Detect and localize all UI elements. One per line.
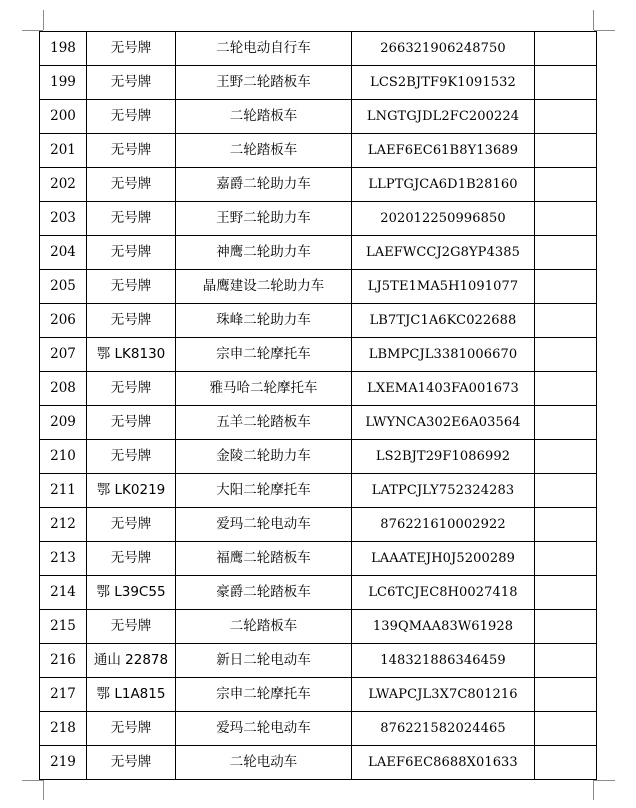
plate-number-cell: 无号牌 [87,508,176,542]
vin-number-cell: LWYNCA302E6A03564 [352,406,535,440]
vin-number-cell: LNGTGJDL2FC200224 [352,100,535,134]
table-row [40,474,597,508]
plate-number-cell: 无号牌 [87,134,176,168]
blank-cell [535,202,597,236]
row-number-cell: 203 [40,202,87,236]
table-row [40,372,597,406]
vin-number-cell: LJ5TE1MA5H1091077 [352,270,535,304]
blank-cell [535,372,597,406]
blank-cell [535,712,597,746]
row-number-cell: 208 [40,372,87,406]
row-number-cell: 209 [40,406,87,440]
vin-number-cell: LAEF6EC61B8Y13689 [352,134,535,168]
vin-number-cell: 139QMAA83W61928 [352,610,535,644]
row-number-cell: 207 [40,338,87,372]
vehicle-table [39,31,597,780]
blank-cell [535,32,597,66]
table-row [40,100,597,134]
row-number-cell: 204 [40,236,87,270]
vehicle-model-cell: 二轮踏板车 [176,134,352,168]
blank-cell [535,576,597,610]
vehicle-model-cell: 二轮电动自行车 [176,32,352,66]
blank-cell [535,440,597,474]
vin-number-cell: LB7TJC1A6KC022688 [352,304,535,338]
crop-mark-bottom-left-vertical [43,780,44,800]
vin-number-cell: LCS2BJTF9K1091532 [352,66,535,100]
row-number-cell: 214 [40,576,87,610]
table-row [40,746,597,780]
row-number-cell: 213 [40,542,87,576]
plate-number-cell: 无号牌 [87,270,176,304]
row-number-cell: 212 [40,508,87,542]
blank-cell [535,100,597,134]
plate-number-cell: 无号牌 [87,100,176,134]
table-row [40,270,597,304]
vin-number-cell: LAEF6EC8688X01633 [352,746,535,780]
vehicle-model-cell: 雅马哈二轮摩托车 [176,372,352,406]
vehicle-model-cell: 王野二轮踏板车 [176,66,352,100]
row-number-cell: 211 [40,474,87,508]
row-number-cell: 205 [40,270,87,304]
table-row [40,202,597,236]
vehicle-model-cell: 豪爵二轮踏板车 [176,576,352,610]
plate-number-cell: 无号牌 [87,202,176,236]
row-number-cell: 202 [40,168,87,202]
vin-number-cell: LLPTGJCA6D1B28160 [352,168,535,202]
blank-cell [535,270,597,304]
vin-number-cell: LATPCJLY752324283 [352,474,535,508]
blank-cell [535,678,597,712]
crop-mark-bottom-left-horizontal [22,780,43,781]
plate-number-cell: 无号牌 [87,440,176,474]
vin-number-cell: 148321886346459 [352,644,535,678]
table-row [40,406,597,440]
blank-cell [535,644,597,678]
plate-number-cell: 鄂 L1A815 [87,678,176,712]
plate-number-cell: 鄂 LK8130 [87,338,176,372]
vin-number-cell: LAAATEJH0J5200289 [352,542,535,576]
table-row [40,542,597,576]
row-number-cell: 217 [40,678,87,712]
plate-number-cell: 鄂 LK0219 [87,474,176,508]
vehicle-model-cell: 宗申二轮摩托车 [176,338,352,372]
table-row [40,304,597,338]
vin-number-cell: LXEMA1403FA001673 [352,372,535,406]
plate-number-cell: 无号牌 [87,372,176,406]
row-number-cell: 199 [40,66,87,100]
blank-cell [535,168,597,202]
table-row [40,168,597,202]
crop-mark-top-right-horizontal [594,30,615,31]
table-row [40,236,597,270]
vehicle-model-cell: 大阳二轮摩托车 [176,474,352,508]
plate-number-cell: 无号牌 [87,406,176,440]
vehicle-model-cell: 二轮踏板车 [176,610,352,644]
row-number-cell: 206 [40,304,87,338]
vin-number-cell: LAEFWCCJ2G8YP4385 [352,236,535,270]
vehicle-model-cell: 爱玛二轮电动车 [176,508,352,542]
vin-number-cell: 266321906248750 [352,32,535,66]
plate-number-cell: 鄂 L39C55 [87,576,176,610]
crop-mark-top-left-vertical [43,10,44,30]
vehicle-model-cell: 爱玛二轮电动车 [176,712,352,746]
vehicle-model-cell: 二轮踏板车 [176,100,352,134]
blank-cell [535,304,597,338]
crop-mark-bottom-right-horizontal [594,780,615,781]
plate-number-cell: 无号牌 [87,610,176,644]
vehicle-table-body [40,32,597,780]
table-row [40,508,597,542]
table-row [40,678,597,712]
row-number-cell: 215 [40,610,87,644]
vehicle-model-cell: 晶鹰建设二轮助力车 [176,270,352,304]
vehicle-model-cell: 新日二轮电动车 [176,644,352,678]
vin-number-cell: 202012250996850 [352,202,535,236]
vin-number-cell: LC6TCJEC8H0027418 [352,576,535,610]
table-row [40,66,597,100]
vehicle-model-cell: 王野二轮助力车 [176,202,352,236]
vehicle-model-cell: 珠峰二轮助力车 [176,304,352,338]
vehicle-model-cell: 二轮电动车 [176,746,352,780]
row-number-cell: 201 [40,134,87,168]
plate-number-cell: 无号牌 [87,236,176,270]
table-row [40,338,597,372]
plate-number-cell: 无号牌 [87,746,176,780]
table-row [40,440,597,474]
plate-number-cell: 无号牌 [87,712,176,746]
blank-cell [535,508,597,542]
blank-cell [535,542,597,576]
plate-number-cell: 通山 22878 [87,644,176,678]
table-row [40,32,597,66]
table-row [40,134,597,168]
vehicle-model-cell: 嘉爵二轮助力车 [176,168,352,202]
vin-number-cell: LBMPCJL3381006670 [352,338,535,372]
plate-number-cell: 无号牌 [87,32,176,66]
blank-cell [535,610,597,644]
vin-number-cell: 876221582024465 [352,712,535,746]
row-number-cell: 219 [40,746,87,780]
plate-number-cell: 无号牌 [87,168,176,202]
vin-number-cell: 876221610002922 [352,508,535,542]
table-row [40,610,597,644]
vehicle-model-cell: 神鹰二轮助力车 [176,236,352,270]
blank-cell [535,236,597,270]
row-number-cell: 200 [40,100,87,134]
row-number-cell: 218 [40,712,87,746]
vehicle-model-cell: 福鹰二轮踏板车 [176,542,352,576]
blank-cell [535,474,597,508]
vin-number-cell: LS2BJT29F1086992 [352,440,535,474]
blank-cell [535,338,597,372]
vehicle-model-cell: 宗申二轮摩托车 [176,678,352,712]
crop-mark-bottom-right-vertical [593,780,594,800]
row-number-cell: 210 [40,440,87,474]
table-row [40,712,597,746]
table-row [40,576,597,610]
vehicle-model-cell: 五羊二轮踏板车 [176,406,352,440]
vin-number-cell: LWAPCJL3X7C801216 [352,678,535,712]
plate-number-cell: 无号牌 [87,304,176,338]
row-number-cell: 198 [40,32,87,66]
vehicle-model-cell: 金陵二轮助力车 [176,440,352,474]
blank-cell [535,406,597,440]
blank-cell [535,746,597,780]
table-row [40,644,597,678]
row-number-cell: 216 [40,644,87,678]
plate-number-cell: 无号牌 [87,66,176,100]
crop-mark-top-right-vertical [593,10,594,30]
blank-cell [535,134,597,168]
plate-number-cell: 无号牌 [87,542,176,576]
blank-cell [535,66,597,100]
